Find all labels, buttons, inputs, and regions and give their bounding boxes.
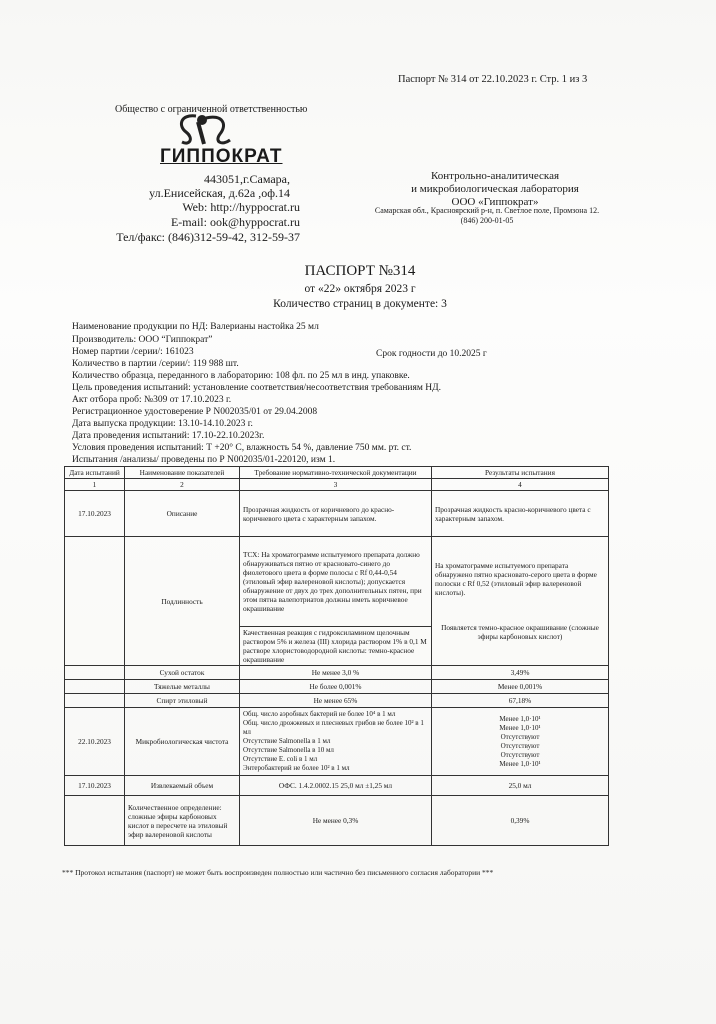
company-email: E-mail: ook@hyppocrat.ru bbox=[170, 215, 300, 229]
row-indicator: Описание bbox=[125, 491, 240, 537]
row-indicator: Спирт этиловый bbox=[125, 694, 240, 708]
header-requirement: Требование нормативно-технической документации bbox=[240, 467, 432, 479]
company-address-line2: ул.Енисейская, д.62а ,оф.14 bbox=[149, 186, 290, 200]
row-requirement: Прозрачная жидкость от коричневого до красно-коричневого цвета с характерным запахом. bbox=[240, 491, 432, 537]
table-row bbox=[65, 796, 609, 846]
table-row bbox=[65, 694, 609, 708]
field-batch: Номер партии /серии/: 161023 bbox=[72, 347, 194, 357]
row-indicator: Тяжелые металлы bbox=[125, 680, 240, 694]
micro-result-line: Отсутствуют bbox=[500, 741, 540, 750]
table-row bbox=[65, 776, 609, 796]
table-header-row bbox=[65, 467, 609, 479]
company-phone: Тел/факс: (846)312-59-42, 312-59-37 bbox=[116, 230, 300, 244]
row-indicator: Количественное определение: сложные эфиры карбоновых кислот в пересчете на этиловый эфир валереновой кислоты bbox=[125, 796, 240, 846]
field-test-dates: Дата проведения испытаний: 17.10-22.10.2023г. bbox=[72, 431, 265, 441]
row-date: 17.10.2023 bbox=[65, 491, 125, 537]
row-result: 3,49% bbox=[432, 666, 609, 680]
company-website: Web: http://hyppocrat.ru bbox=[182, 200, 300, 214]
lab-phone: (846) 200-01-05 bbox=[460, 216, 514, 225]
footer-note: *** Протокол испытания (паспорт) не может быть воспроизведен полностью или частично без письменного согласия лаборатории *** bbox=[62, 868, 494, 877]
field-release-date: Дата выпуска продукции: 13.10-14.10.2023 г. bbox=[72, 419, 253, 429]
row-result: 0,39% bbox=[432, 796, 609, 846]
row-date bbox=[65, 537, 125, 666]
org-form: Общество с ограниченной ответственностью bbox=[115, 104, 308, 115]
table-row bbox=[65, 491, 609, 537]
header-date: Дата испытаний bbox=[65, 467, 125, 479]
row-result: Менее 0,001% bbox=[432, 680, 609, 694]
field-qty: Количество в партии /серии/: 119 988 шт. bbox=[72, 359, 239, 369]
row-date: 22.10.2023 bbox=[65, 708, 125, 776]
logo-wordmark: ГИППОКРАТ bbox=[160, 146, 283, 167]
row-date bbox=[65, 666, 125, 680]
micro-requirement-line: Отсутствие Salmonella в 1 мл bbox=[243, 737, 331, 745]
header-result: Результаты испытания bbox=[432, 467, 609, 479]
field-product: Наименование продукции по НД: Валерианы настойка 25 мл bbox=[72, 322, 319, 332]
row-requirement bbox=[240, 708, 432, 776]
micro-requirement-line: Общ. число аэробных бактерий не более 10⁴ в 1 мл bbox=[243, 710, 396, 718]
micro-result-line: Менее 1,0·10¹ bbox=[499, 723, 541, 732]
row-indicator: Подлинность bbox=[125, 537, 240, 666]
row-requirement: ТСХ: На хроматограмме испытуемого препарата должно обнаруживаться пятно от красновато-синего до фиолетового цвета в форме полосы с Rf 0,44-0,54 (этиловый эфир валереновой кислоты); допускается обнаружение от двух до трех дополнительных пятен, при этом пятна валепотриатов должны иметь коричневое окрашивание bbox=[240, 537, 432, 627]
row-result bbox=[432, 708, 609, 776]
table-number-row bbox=[65, 479, 609, 491]
row-date bbox=[65, 694, 125, 708]
row-indicator: Извлекаемый объем bbox=[125, 776, 240, 796]
field-conditions: Условия проведения испытаний: Т +20° С, влажность 54 %, давление 750 мм. рт. ст. bbox=[72, 443, 412, 453]
document-date: от «22» октября 2023 г bbox=[304, 283, 416, 295]
row-indicator: Микробиологическая чистота bbox=[125, 708, 240, 776]
field-registration: Регистрационное удостоверение Р N002035/01 от 29.04.2008 bbox=[72, 407, 318, 417]
column-number: 2 bbox=[125, 479, 240, 491]
document-title: ПАСПОРТ №314 bbox=[304, 263, 416, 279]
header-indicator: Наименование показателей bbox=[125, 467, 240, 479]
table-row bbox=[65, 680, 609, 694]
lab-address bbox=[352, 206, 622, 226]
micro-requirement-line: Энтеробактерий не более 10² в 1 мл bbox=[243, 764, 350, 772]
lab-name-line2: и микробиологическая лаборатория bbox=[411, 183, 579, 195]
micro-requirement-line: Общ. число дрожжевых и плесневых грибов не более 10² в 1 мл bbox=[243, 719, 424, 736]
row-requirement: ОФС. 1.4.2.0002.15 25,0 мл ±1,25 мл bbox=[240, 776, 432, 796]
row-requirement: Не более 0,001% bbox=[240, 680, 432, 694]
row-requirement: Качественная реакция с гидроксиламином щелочным раствором 5% и железа (III) хлорида раствором 1% в 0,1 М растворе хлористоводородной кислоты: темно-красное окрашивание bbox=[240, 627, 432, 666]
row-date: 17.10.2023 bbox=[65, 776, 125, 796]
table-row bbox=[65, 708, 609, 776]
results-table bbox=[64, 466, 609, 846]
micro-result-line: Менее 1,0·10¹ bbox=[499, 714, 541, 723]
column-number: 1 bbox=[65, 479, 125, 491]
lab-name-line1: Контрольно-аналитическая bbox=[430, 170, 560, 182]
row-result: На хроматограмме испытуемого препарата обнаружено пятно красновато-серого цвета в форме полоски с Rf 0,52 (этиловый эфир валереновой кислоты). bbox=[435, 561, 597, 597]
lab-address-line1: Самарская обл., Красноярский р-н, п. Светлое поле, Промзона 12. bbox=[374, 206, 600, 215]
document-page-count: Количество страниц в документе: 3 bbox=[273, 298, 447, 310]
micro-requirement-line: Отсутствие E. coli в 1 мл bbox=[243, 755, 318, 763]
micro-requirement-line: Отсутствие Salmonella в 10 мл bbox=[243, 746, 334, 754]
row-requirement: Не менее 65% bbox=[240, 694, 432, 708]
column-number: 3 bbox=[240, 479, 432, 491]
field-maker: Производитель: ООО “Гиппократ” bbox=[72, 335, 213, 345]
row-result: Прозрачная жидкость красно-коричневого цвета с характерным запахом. bbox=[432, 491, 609, 537]
lab-name bbox=[380, 170, 610, 209]
row-indicator: Сухой остаток bbox=[125, 666, 240, 680]
field-expiry: Срок годности до 10.2025 г bbox=[376, 349, 487, 359]
micro-result-line: Отсутствуют bbox=[500, 732, 540, 741]
row-date bbox=[65, 796, 125, 846]
field-act: Акт отбора проб: №309 от 17.10.2023 г. bbox=[72, 395, 232, 405]
table-row bbox=[65, 537, 609, 627]
column-number: 4 bbox=[432, 479, 609, 491]
table-row bbox=[65, 666, 609, 680]
field-purpose: Цель проведения испытаний: установление соответствия/несоответствия требованиям НД. bbox=[72, 383, 441, 393]
row-result-group bbox=[432, 537, 609, 666]
row-requirement: Не менее 0,3% bbox=[240, 796, 432, 846]
field-sample: Количество образца, переданного в лабораторию: 108 фл. по 25 мл в инд. упаковке. bbox=[72, 371, 410, 381]
company-address-line1: 443051,г.Самара, bbox=[203, 172, 290, 186]
row-requirement: Не менее 3,0 % bbox=[240, 666, 432, 680]
micro-result-line: Отсутствуют bbox=[500, 750, 540, 759]
field-nd: Испытания /анализы/ проведены по Р N002035/01-220120, изм 1. bbox=[72, 455, 336, 465]
lab-name-line3: ООО «Гиппократ» bbox=[451, 196, 539, 208]
row-result: Появляется темно-красное окрашивание (сложные эфиры карбоновых кислот) bbox=[441, 623, 599, 641]
row-result: 67,18% bbox=[432, 694, 609, 708]
row-result: 25,0 мл bbox=[432, 776, 609, 796]
passport-reference: Паспорт № 314 от 22.10.2023 г. Стр. 1 из 3 bbox=[398, 74, 588, 85]
row-date bbox=[65, 680, 125, 694]
micro-result-line: Менее 1,0·10¹ bbox=[499, 759, 541, 768]
